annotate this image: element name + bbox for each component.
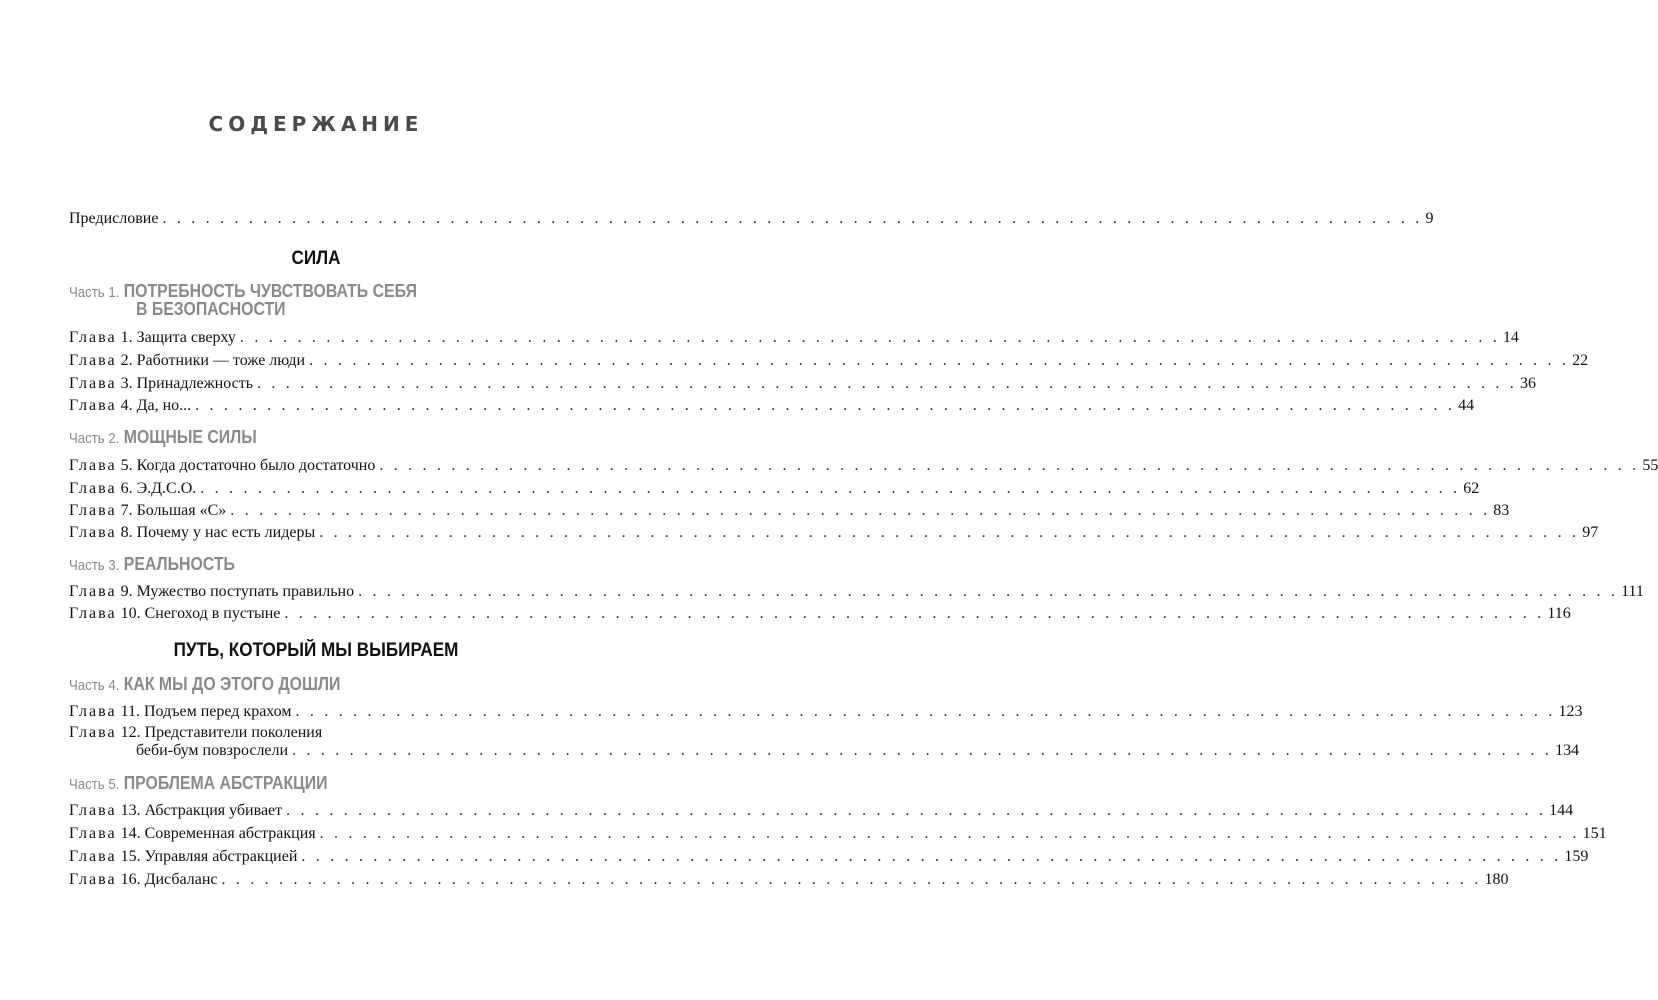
chapter-number: 5. bbox=[120, 457, 133, 474]
part-title: МОЩНЫЕ СИЛЫ bbox=[123, 427, 257, 447]
toc-page-number: 36 bbox=[1520, 375, 1536, 392]
toc-entry-label bbox=[69, 501, 226, 521]
toc-entry-chapter-7[interactable] bbox=[69, 501, 1510, 521]
chapter-title: Абстракция убивает bbox=[144, 802, 283, 819]
part-number: Часть 4. bbox=[69, 677, 120, 694]
toc-entry-chapter-13[interactable] bbox=[69, 801, 1574, 821]
chapter-word: Глава bbox=[69, 724, 117, 741]
part-number: Часть 3. bbox=[69, 557, 120, 574]
dot-leader: . . . . . . . . . . . . . . . . . . . . . . . . . . . . . . . . . . . . . . . . . . . . . . . . . . . . . . . . . . . . . . . . . . . . . . . . . . . . . . . . . . . . . . . . bbox=[221, 871, 1482, 888]
chapter-word: Глава bbox=[69, 329, 117, 346]
chapter-title: Подъем перед крахом bbox=[143, 703, 292, 720]
dot-leader: . . . . . . . . . . . . . . . . . . . . . . . . . . . . . . . . . . . . . . . . . . . . . . . . . . . . . . . . . . . . . . . . . . . . . . . . . . . . . . . . . . . . . . . . bbox=[286, 802, 1547, 819]
toc-page-number: 180 bbox=[1484, 871, 1509, 888]
toc-page-number: 9 bbox=[1425, 210, 1434, 227]
toc-entry-chapter-3[interactable] bbox=[69, 374, 1536, 394]
toc-entry-chapter-12[interactable] bbox=[136, 741, 1580, 761]
toc-entry-chapter-5[interactable] bbox=[69, 456, 1658, 476]
chapter-title: Управляя абстракцией bbox=[144, 848, 298, 865]
dot-leader: . . . . . . . . . . . . . . . . . . . . . . . . . . . . . . . . . . . . . . . . . . . . . . . . . . . . . . . . . . . . . . . . . . . . . . . . . . . . . . . . . . . . . . . . bbox=[257, 375, 1517, 392]
chapter-word: Глава bbox=[69, 480, 117, 497]
toc-entry-label bbox=[69, 351, 305, 371]
part-heading-2 bbox=[69, 428, 468, 448]
chapter-title: Современная абстракция bbox=[144, 825, 316, 842]
toc-entry-chapter-6[interactable] bbox=[69, 479, 1480, 499]
toc-entry-chapter-9[interactable] bbox=[69, 582, 1644, 602]
toc-entry-label bbox=[69, 870, 217, 890]
toc-page-number: 144 bbox=[1549, 802, 1574, 819]
dot-leader: . . . . . . . . . . . . . . . . . . . . . . . . . . . . . . . . . . . . . . . . . . . . . . . . . . . . . . . . . . . . . . . . . . . . . . . . . . . . . . . . . . . . . . . . bbox=[292, 742, 1553, 759]
chapter-word: Глава bbox=[69, 703, 117, 720]
toc-entry-label bbox=[69, 847, 297, 867]
chapter-word: Глава bbox=[69, 871, 117, 888]
toc-entry-label bbox=[69, 479, 196, 499]
toc-entry-label bbox=[69, 801, 282, 821]
chapter-number: 8. bbox=[120, 524, 133, 541]
toc-entry-chapter-4[interactable] bbox=[69, 396, 1475, 416]
dot-leader: . . . . . . . . . . . . . . . . . . . . . . . . . . . . . . . . . . . . . . . . . . . . . . . . . . . . . . . . . . . . . . . . . . . . . . . . . . . . . . . . . . . . . . . . bbox=[239, 329, 1500, 346]
chapter-word: Глава bbox=[69, 605, 117, 622]
chapter-title: Большая «С» bbox=[136, 502, 227, 519]
toc-entry-chapter-11[interactable] bbox=[69, 702, 1583, 722]
part-title: ПРОБЛЕМА АБСТРАКЦИИ bbox=[123, 773, 328, 793]
chapter-number: 11. bbox=[120, 703, 140, 720]
dot-leader: . . . . . . . . . . . . . . . . . . . . . . . . . . . . . . . . . . . . . . . . . . . . . . . . . . . . . . . . . . . . . . . . . . . . . . . . . . . . . . . . . . . . . . . . bbox=[230, 502, 1491, 519]
chapter-word: Глава bbox=[69, 375, 117, 392]
chapter-title: Мужество поступать правильно bbox=[136, 583, 355, 600]
chapter-word: Глава bbox=[69, 502, 117, 519]
chapter-title: Работники — тоже люди bbox=[136, 352, 306, 369]
toc-entry-label bbox=[69, 702, 292, 722]
toc-entry-chapter-15[interactable] bbox=[69, 847, 1589, 867]
part-title: КАК МЫ ДО ЭТОГО ДОШЛИ bbox=[123, 674, 341, 694]
dot-leader: . . . . . . . . . . . . . . . . . . . . . . . . . . . . . . . . . . . . . . . . . . . . . . . . . . . . . . . . . . . . . . . . . . . . . . . . . . . . . . . . . . . . . . . . bbox=[295, 703, 1556, 720]
chapter-title-continuation: беби-бум повзрослели bbox=[136, 742, 289, 759]
part-title: ПОТРЕБНОСТЬ ЧУВСТВОВАТЬ СЕБЯ bbox=[123, 281, 417, 301]
chapter-word: Глава bbox=[69, 524, 117, 541]
part-heading-1-line2: В БЕЗОПАСНОСТИ bbox=[136, 299, 286, 319]
dot-leader: . . . . . . . . . . . . . . . . . . . . . . . . . . . . . . . . . . . . . . . . . . . . . . . . . . . . . . . . . . . . . . . . . . . . . . . . . . . . . . . . . . . . . . . . bbox=[319, 524, 1580, 541]
toc-entry-label bbox=[69, 824, 316, 844]
toc-page-number: 111 bbox=[1621, 583, 1644, 600]
dot-leader: . . . . . . . . . . . . . . . . . . . . . . . . . . . . . . . . . . . . . . . . . . . . . . . . . . . . . . . . . . . . . . . . . . . . . . . . . . . . . . . . . . . . . . . . bbox=[200, 480, 1461, 497]
page-title: СОДЕРЖАНИЕ bbox=[208, 112, 424, 136]
toc-entry-chapter-10[interactable] bbox=[69, 604, 1571, 624]
toc-page-number: 159 bbox=[1564, 848, 1589, 865]
toc-entry-label bbox=[69, 328, 236, 348]
toc-page-number: 55 bbox=[1642, 457, 1658, 474]
toc-entry-label bbox=[69, 523, 315, 543]
dot-leader: . . . . . . . . . . . . . . . . . . . . . . . . . . . . . . . . . . . . . . . . . . . . . . . . . . . . . . . . . . . . . . . . . . . . . . . . . . . . . . . . . . . . . . . . bbox=[301, 848, 1562, 865]
toc-entry-label bbox=[69, 604, 280, 624]
part-heading-5 bbox=[69, 774, 468, 794]
chapter-number: 6. bbox=[120, 480, 133, 497]
toc-entry-chapter-8[interactable] bbox=[69, 523, 1599, 543]
part-number: Часть 1. bbox=[69, 284, 120, 301]
dot-leader: . . . . . . . . . . . . . . . . . . . . . . . . . . . . . . . . . . . . . . . . . . . . . . . . . . . . . . . . . . . . . . . . . . . . . . . . . . . . . . . . . . . . . . . . bbox=[162, 210, 1423, 227]
part-heading-3 bbox=[69, 555, 468, 575]
part-number: Часть 5. bbox=[69, 776, 120, 793]
chapter-title: Представители поколения bbox=[144, 724, 323, 741]
toc-entry-chapter-2[interactable] bbox=[69, 351, 1589, 371]
chapter-number: 4. bbox=[120, 397, 133, 414]
toc-entry-chapter-1[interactable] bbox=[69, 328, 1519, 348]
dot-leader: . . . . . . . . . . . . . . . . . . . . . . . . . . . . . . . . . . . . . . . . . . . . . . . . . . . . . . . . . . . . . . . . . . . . . . . . . . . . . . . . . . . . . . . . bbox=[195, 397, 1456, 414]
dot-leader: . . . . . . . . . . . . . . . . . . . . . . . . . . . . . . . . . . . . . . . . . . . . . . . . . . . . . . . . . . . . . . . . . . . . . . . . . . . . . . . . . . . . . . . . bbox=[309, 352, 1570, 369]
chapter-number: 15. bbox=[120, 848, 141, 865]
toc-page-number: 151 bbox=[1582, 825, 1607, 842]
toc-page-number: 116 bbox=[1547, 605, 1571, 622]
chapter-title: Да, но... bbox=[136, 397, 192, 414]
chapter-number: 2. bbox=[120, 352, 133, 369]
toc-page-number: 97 bbox=[1582, 524, 1599, 541]
chapter-word: Глава bbox=[69, 583, 117, 600]
toc-entry-label bbox=[69, 582, 354, 602]
chapter-number: 1. bbox=[120, 329, 133, 346]
chapter-word: Глава bbox=[69, 802, 117, 819]
toc-entry-label: Предисловие bbox=[69, 210, 159, 227]
toc-page-number: 134 bbox=[1555, 742, 1580, 759]
chapter-title: Э.Д.С.О. bbox=[136, 480, 197, 497]
part-title: РЕАЛЬНОСТЬ bbox=[123, 554, 235, 574]
part-number: Часть 2. bbox=[69, 430, 120, 447]
chapter-title: Когда достаточно было достаточно bbox=[136, 457, 376, 474]
toc-entry-chapter-16[interactable] bbox=[69, 870, 1509, 890]
toc-page-number: 44 bbox=[1458, 397, 1475, 414]
chapter-title: Защита сверху bbox=[136, 329, 236, 346]
toc-page-number: 22 bbox=[1572, 352, 1589, 369]
toc-page-number: 83 bbox=[1493, 502, 1510, 519]
chapter-title: Снегоход в пустыне bbox=[144, 605, 281, 622]
part-heading-4 bbox=[69, 675, 468, 695]
section-heading-path: ПУТЬ, КОТОРЫЙ МЫ ВЫБИРАЕМ bbox=[173, 640, 459, 661]
section-heading-sila: СИЛА bbox=[291, 248, 341, 269]
toc-entry-preface[interactable] bbox=[69, 209, 1434, 229]
chapter-number: 7. bbox=[120, 502, 133, 519]
toc-entry-chapter-12-line1[interactable] bbox=[69, 723, 322, 743]
chapter-number: 9. bbox=[120, 583, 133, 600]
toc-page-number: 14 bbox=[1502, 329, 1519, 346]
chapter-word: Глава bbox=[69, 457, 117, 474]
dot-leader: . . . . . . . . . . . . . . . . . . . . . . . . . . . . . . . . . . . . . . . . . . . . . . . . . . . . . . . . . . . . . . . . . . . . . . . . . . . . . . . . . . . . . . . . bbox=[358, 583, 1619, 600]
toc-entry-label bbox=[69, 456, 375, 476]
dot-leader: . . . . . . . . . . . . . . . . . . . . . . . . . . . . . . . . . . . . . . . . . . . . . . . . . . . . . . . . . . . . . . . . . . . . . . . . . . . . . . . . . . . . . . . . bbox=[319, 825, 1580, 842]
toc-entry-chapter-14[interactable] bbox=[69, 824, 1607, 844]
chapter-title: Почему у нас есть лидеры bbox=[136, 524, 316, 541]
dot-leader: . . . . . . . . . . . . . . . . . . . . . . . . . . . . . . . . . . . . . . . . . . . . . . . . . . . . . . . . . . . . . . . . . . . . . . . . . . . . . . . . . . . . . . . . bbox=[379, 457, 1640, 474]
dot-leader: . . . . . . . . . . . . . . . . . . . . . . . . . . . . . . . . . . . . . . . . . . . . . . . . . . . . . . . . . . . . . . . . . . . . . . . . . . . . . . . . . . . . . . . . bbox=[284, 605, 1545, 622]
chapter-number: 13. bbox=[120, 802, 141, 819]
chapter-number: 12. bbox=[120, 724, 141, 741]
toc-page-number: 62 bbox=[1463, 480, 1480, 497]
chapter-title: Дисбаланс bbox=[144, 871, 218, 888]
chapter-number: 3. bbox=[120, 375, 133, 392]
toc-page-number: 123 bbox=[1558, 703, 1583, 720]
toc-entry-label bbox=[69, 374, 253, 394]
chapter-number: 14. bbox=[120, 825, 141, 842]
chapter-word: Глава bbox=[69, 352, 117, 369]
chapter-word: Глава bbox=[69, 397, 117, 414]
chapter-number: 10. bbox=[120, 605, 141, 622]
chapter-word: Глава bbox=[69, 848, 117, 865]
chapter-word: Глава bbox=[69, 825, 117, 842]
chapter-title: Принадлежность bbox=[136, 375, 253, 392]
toc-entry-label bbox=[69, 396, 191, 416]
chapter-number: 16. bbox=[120, 871, 141, 888]
